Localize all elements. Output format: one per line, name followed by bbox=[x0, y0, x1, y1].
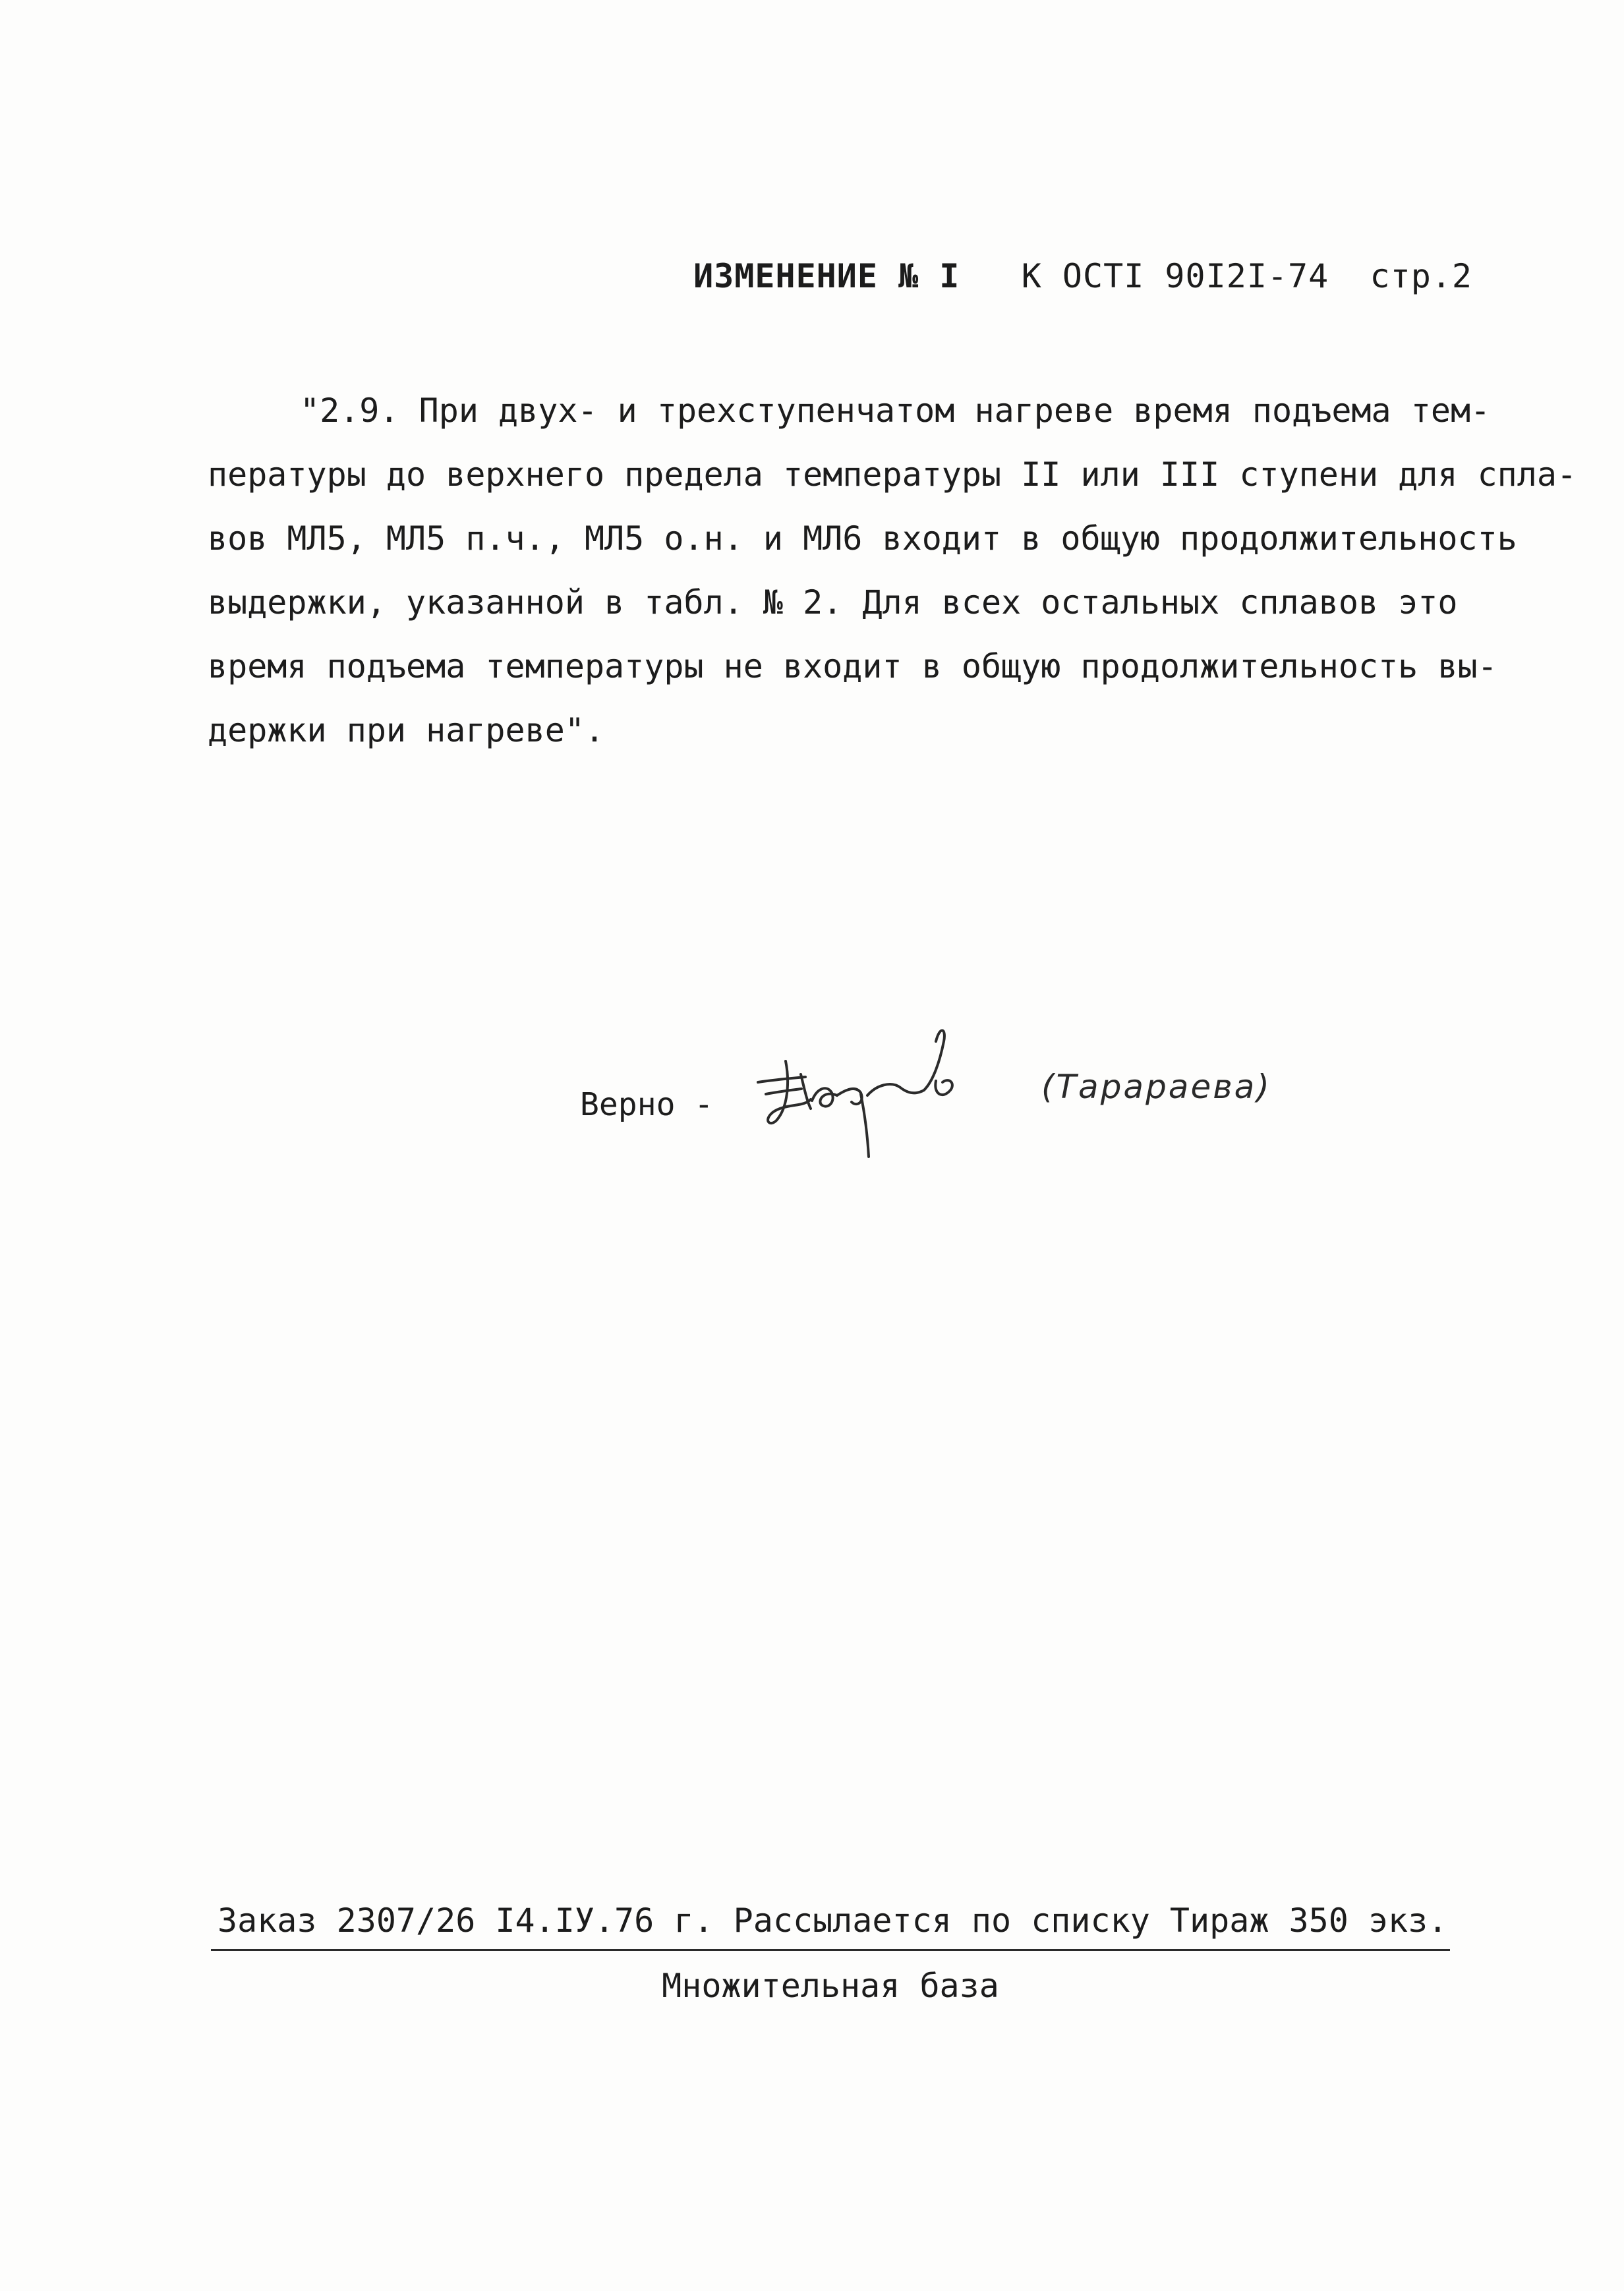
body-line-1: "2.9. При двух- и трехступенчатом нагреве время подъема тем- bbox=[300, 392, 1491, 430]
imprint-footer bbox=[218, 1901, 1448, 2005]
footer-divider bbox=[211, 1949, 1450, 1951]
body-line-2: пературы до верхнего предела температуры II или III ступени для спла- bbox=[208, 455, 1577, 494]
page-number: стр.2 bbox=[1370, 257, 1472, 295]
attestation-block bbox=[580, 1068, 1305, 1173]
change-title: ИЗМЕНЕНИЕ № I bbox=[693, 257, 960, 295]
signatory-name: (Тарараева) bbox=[1041, 1068, 1271, 1106]
body-paragraph bbox=[208, 379, 1577, 763]
printing-base-line: Множительная база bbox=[662, 1967, 999, 2005]
body-line-4: выдержки, указанной в табл. № 2. Для всех остальных сплавов это bbox=[208, 583, 1458, 622]
attestation-label: Верно - bbox=[580, 1086, 714, 1123]
standard-reference: К ОСТI 90I2I-74 bbox=[1021, 257, 1329, 295]
order-line: Заказ 2307/26 I4.IУ.76 г. Рассылается по списку Тираж 350 экз. bbox=[218, 1901, 1448, 1940]
body-line-3: вов МЛ5, МЛ5 п.ч., МЛ5 о.н. и МЛ6 входит в общую продолжительность bbox=[208, 519, 1517, 558]
handwritten-signature bbox=[738, 1022, 962, 1167]
body-line-5: время подъема температуры не входит в общую продолжительность вы- bbox=[208, 647, 1497, 685]
body-line-6: держки при нагреве". bbox=[208, 711, 605, 749]
document-header bbox=[693, 257, 1472, 295]
